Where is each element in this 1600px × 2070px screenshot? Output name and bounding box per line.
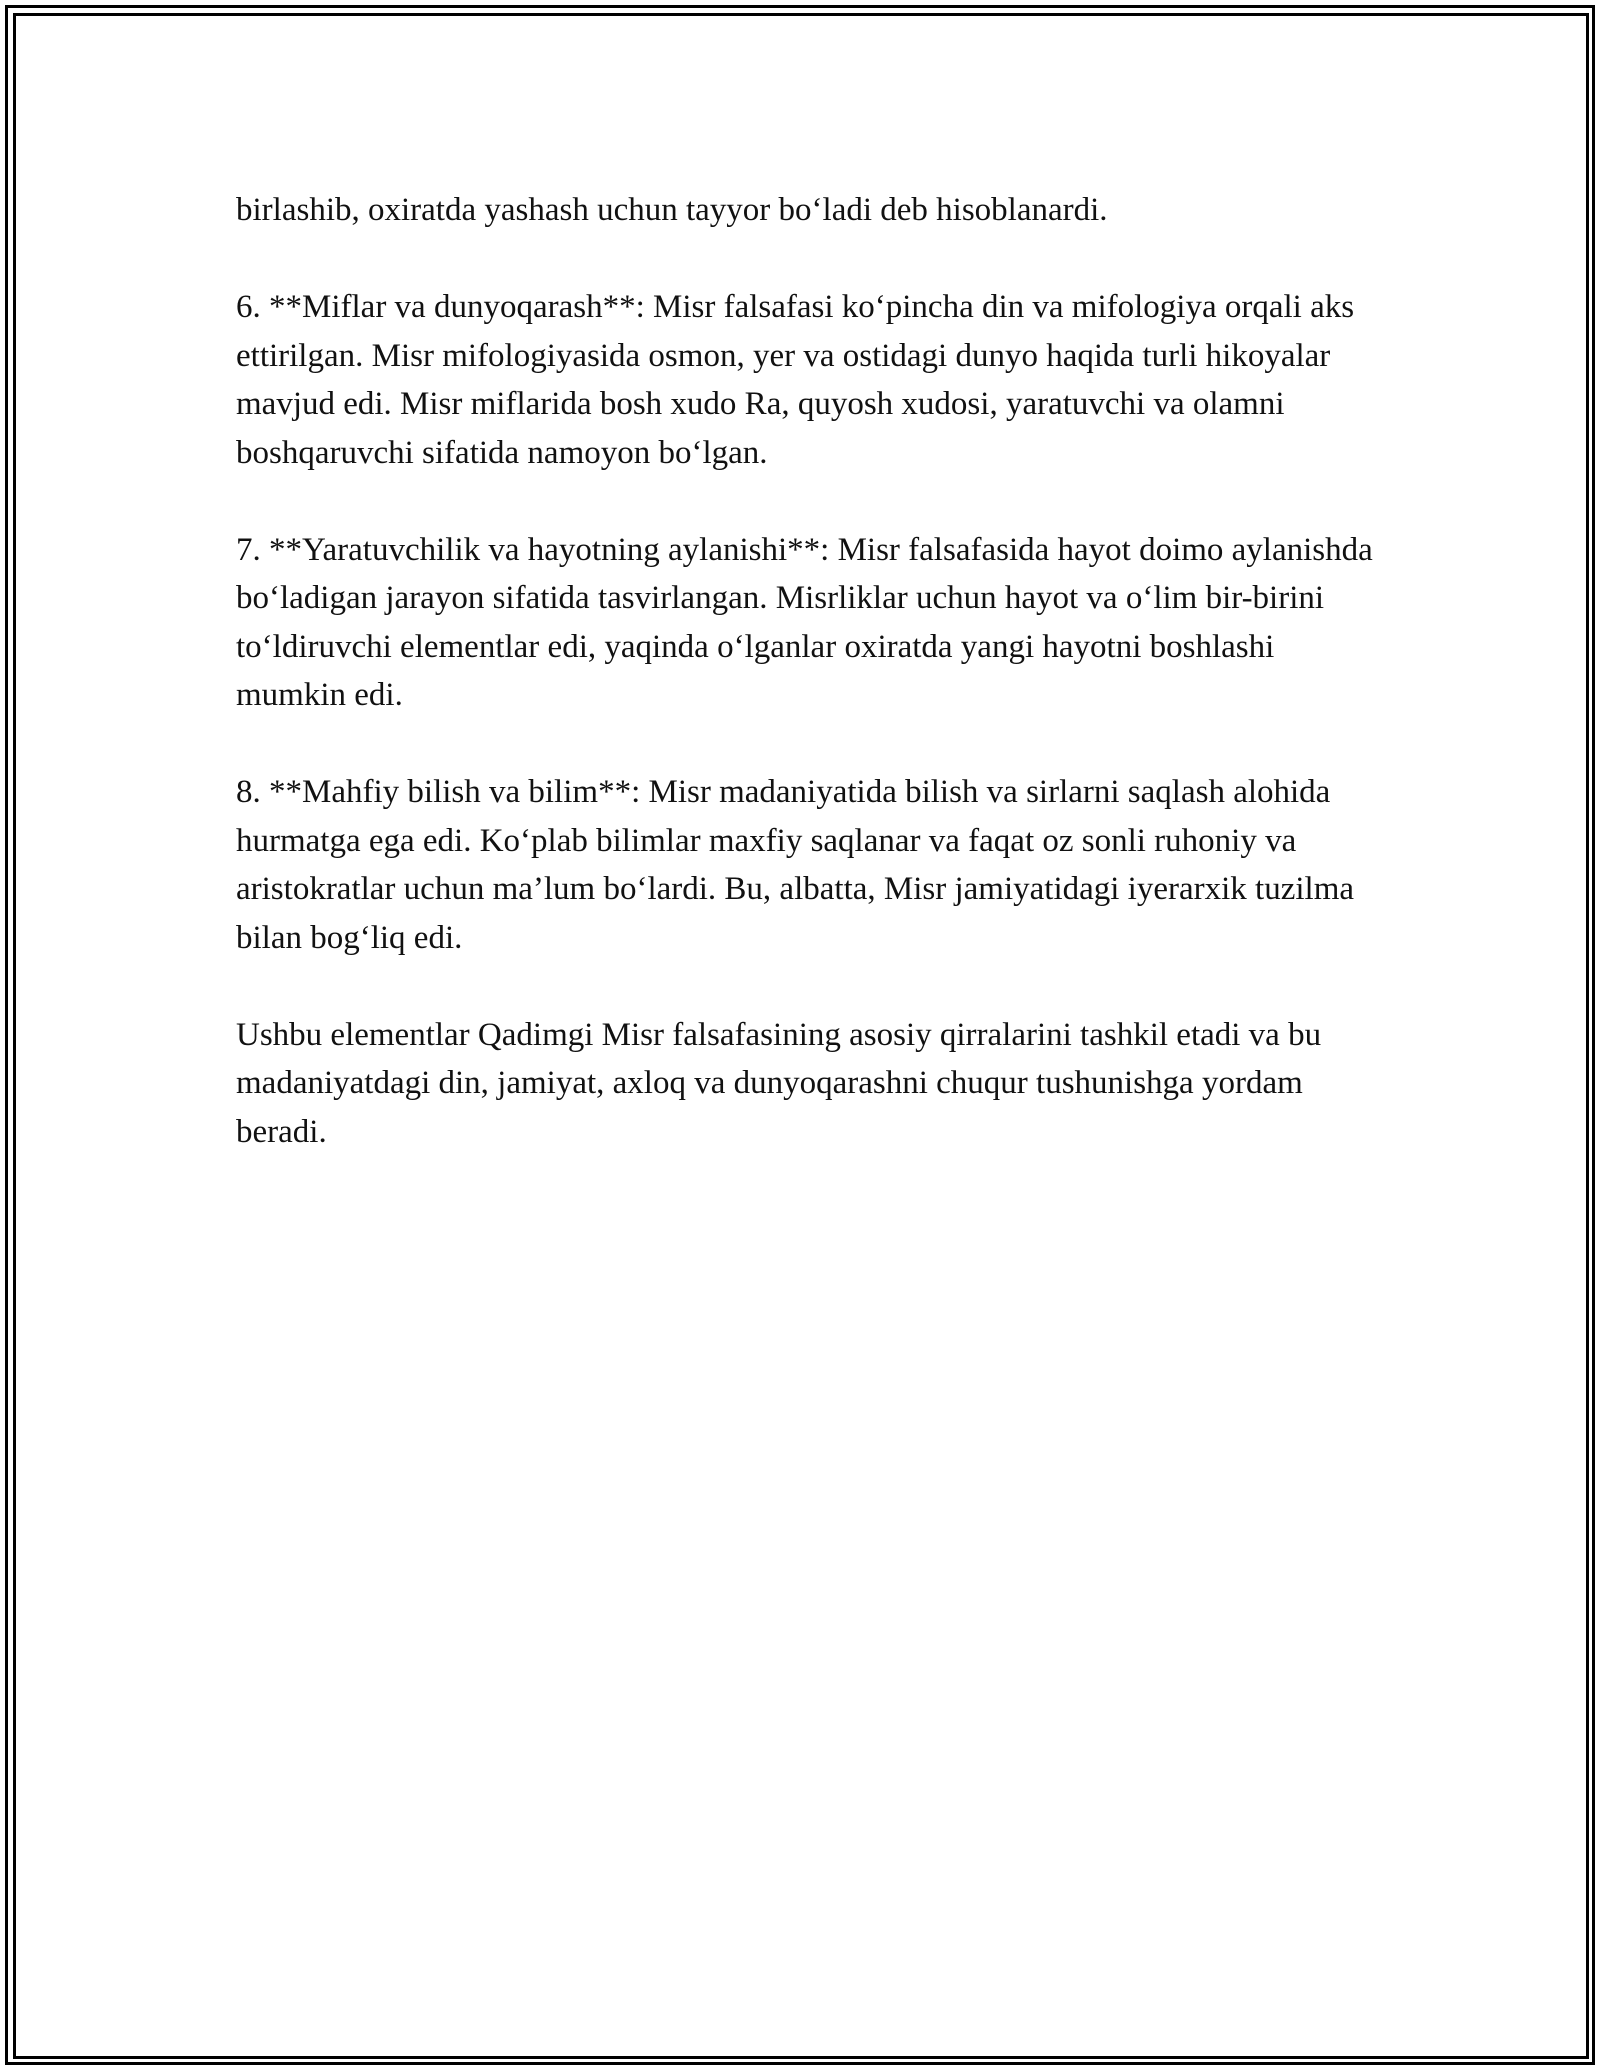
- paragraph-conclusion: Ushbu elementlar Qadimgi Misr falsafasining asosiy qirralarini tashkil etadi va bu madaniyatdagi din, jamiyat, axloq va dunyoqarashni chuqur tushunishga yordam beradi.: [236, 1016, 1322, 1150]
- paragraph-item-8-secret-knowledge: 8. **Mahfiy bilish va bilim**: Misr madaniyatida bilish va sirlarni saqlash alohida hurmatga ega edi. Ko‘plab bilimlar maxfiy saqlanar va faqat oz sonli ruhoniy va aristokratlar uchun ma’lum bo‘lardi. Bu, albatta, Misr jamiyatidagi iyerarxik tuzilma bilan bog‘liq edi.: [236, 774, 1355, 956]
- document-body: [236, 186, 1376, 1205]
- paragraph-item-7-creation: 7. **Yaratuvchilik va hayotning aylanishi**: Misr falsafasida hayot doimo aylanishda bo‘ladigan jarayon sifatida tasvirlangan. Misrliklar uchun hayot va o‘lim bir-birini to‘ldiruvchi elementlar edi, yaqinda o‘lganlar oxiratda yangi hayotni boshlashi mumkin edi.: [236, 531, 1373, 713]
- paragraph-continuation: birlashib, oxiratda yashash uchun tayyor bo‘ladi deb hisoblanardi.: [236, 192, 1108, 228]
- paragraph-item-6-myths: 6. **Miflar va dunyoqarash**: Misr falsafasi ko‘pincha din va mifologiya orqali aks ettirilgan. Misr mifologiyasida osmon, yer va ostidagi dunyo haqida turli hikoyalar mavjud edi. Misr miflarida bosh xudo Ra, quyosh xudosi, yaratuvchi va olamni boshqaruvchi sifatida namoyon bo‘lgan.: [236, 289, 1355, 471]
